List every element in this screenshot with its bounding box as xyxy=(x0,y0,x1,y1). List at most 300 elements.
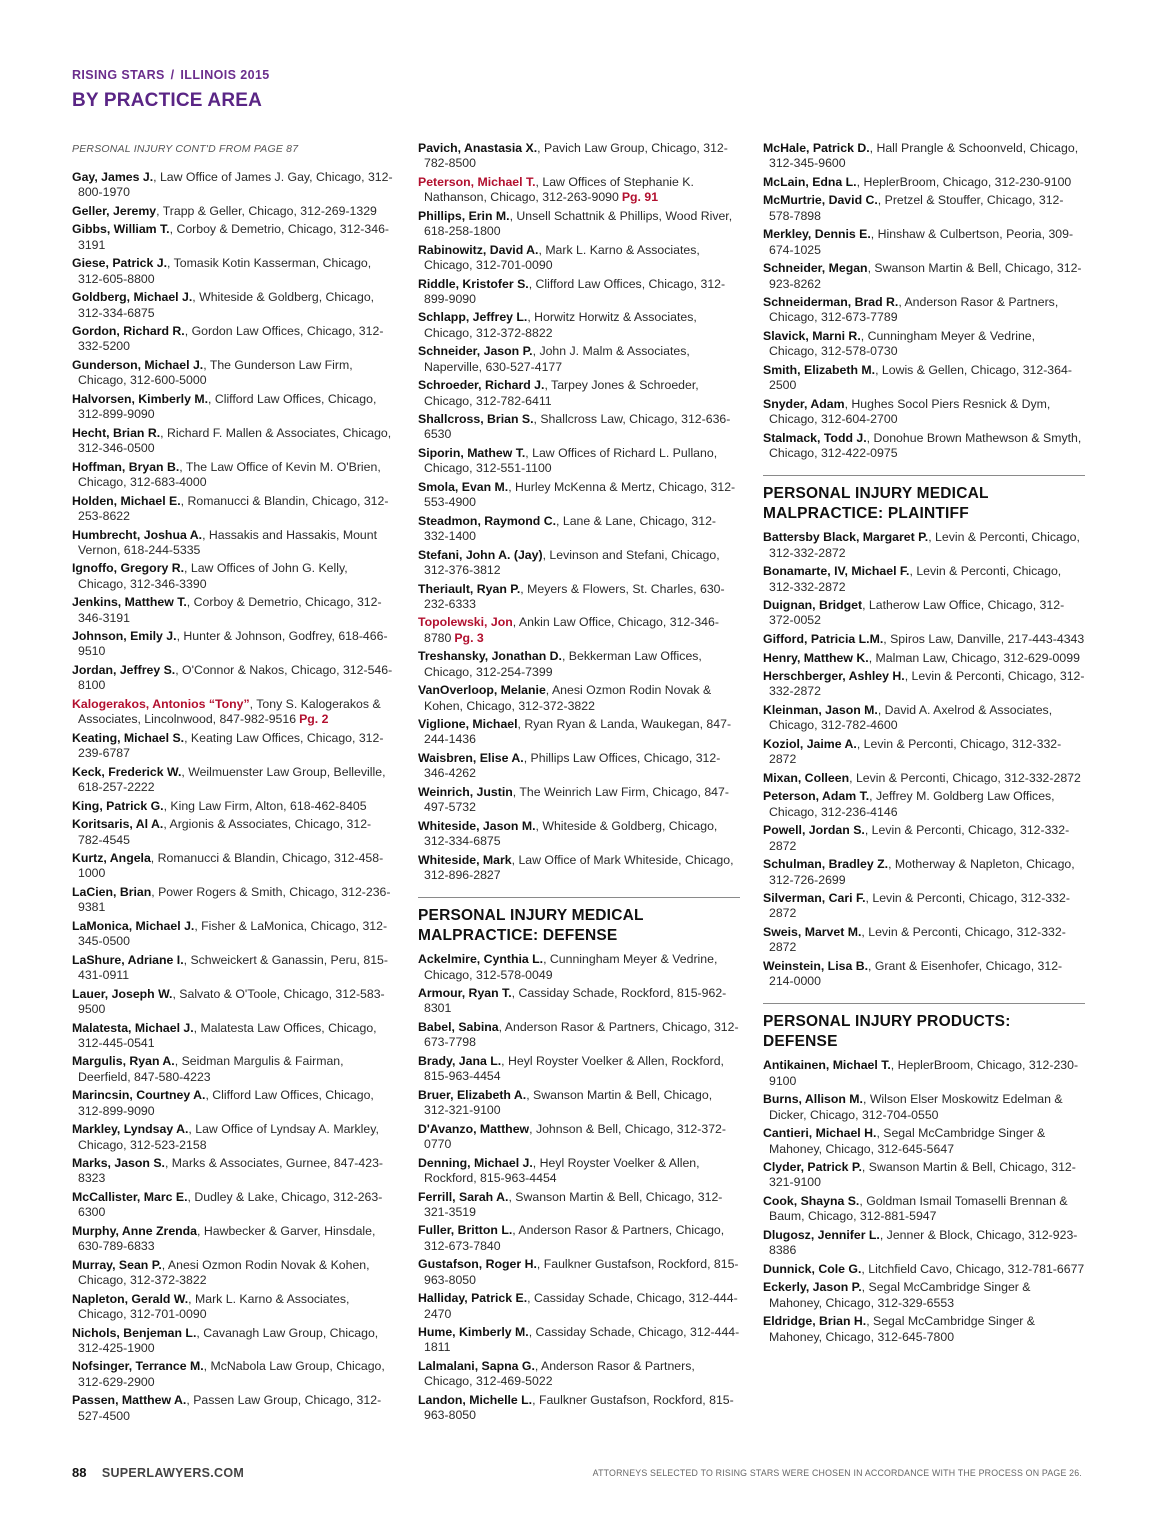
attorney-entry xyxy=(418,819,740,850)
attorney-name: Murphy, Anne Zrenda xyxy=(72,1223,198,1238)
attorney-name: VanOverloop, Melanie xyxy=(418,683,546,698)
attorney-name: Silverman, Cari F. xyxy=(763,891,866,906)
attorney-details: , Lane & Lane, Chicago, 312-332-1400 xyxy=(424,513,717,544)
attorney-details: , Hawbecker & Garver, Hinsdale, 630-789-6833 xyxy=(78,1223,376,1254)
attorney-entry xyxy=(72,919,394,950)
attorney-name: Fuller, Britton L. xyxy=(418,1223,513,1238)
attorney-name: Jenkins, Matthew T. xyxy=(72,595,187,610)
attorney-name: Landon, Michelle L. xyxy=(418,1392,533,1407)
attorney-name: Eldridge, Brian H. xyxy=(763,1314,867,1329)
attorney-entry xyxy=(418,1054,740,1085)
attorney-name: Marks, Jason S. xyxy=(72,1156,165,1171)
attorney-name: Kurtz, Angela xyxy=(72,851,151,866)
attorney-name: Riddle, Kristofer S. xyxy=(418,276,529,291)
attorney-entry xyxy=(763,261,1085,292)
attorney-entry xyxy=(72,1224,394,1255)
attorney-entry xyxy=(763,789,1085,820)
attorney-entry xyxy=(418,1393,740,1424)
attorney-name: Antikainen, Michael T. xyxy=(763,1058,891,1073)
attorney-details: , Power Rogers & Smith, Chicago, 312-236-9381 xyxy=(78,885,391,915)
attorney-entry xyxy=(763,141,1085,172)
site-link[interactable]: SUPERLAWYERS.COM xyxy=(101,1466,245,1480)
attorney-details: , Weilmuenster Law Group, Belleville, 618-257-2222 xyxy=(78,764,386,795)
attorney-name: Denning, Michael J. xyxy=(418,1155,533,1170)
kicker-edition: ILLINOIS 2015 xyxy=(180,68,270,82)
attorney-entry xyxy=(418,141,740,172)
footer-disclaimer: ATTORNEYS SELECTED TO RISING STARS WERE CHOSEN IN ACCORDANCE WITH THE PROCESS ON PAGE 26. xyxy=(592,1468,1082,1478)
attorney-entry xyxy=(72,528,394,559)
attorney-entry xyxy=(418,785,740,816)
attorney-entry xyxy=(72,324,394,355)
attorney-entry xyxy=(72,953,394,984)
attorney-name: Schneider, Megan xyxy=(763,261,868,276)
attorney-entry xyxy=(72,1021,394,1052)
attorney-name: Sweis, Marvet M. xyxy=(763,925,862,939)
attorney-details: , Clifford Law Offices, Chicago, 312-899-9090 xyxy=(424,276,726,306)
attorney-name: Dlugosz, Jennifer L. xyxy=(763,1227,880,1242)
attorney-name: LaCien, Brian xyxy=(72,885,152,899)
attorney-name: McHale, Patrick D. xyxy=(763,141,870,155)
attorney-entry xyxy=(72,1326,394,1357)
section-heading: PERSONAL INJURY PRODUCTS: DEFENSE xyxy=(763,1013,1011,1051)
attorney-details: , Phillips Law Offices, Chicago, 312-346-4262 xyxy=(424,751,721,781)
attorney-entry xyxy=(72,765,394,796)
page-header xyxy=(72,68,270,112)
attorney-name: Gay, James J. xyxy=(72,170,154,184)
attorney-entry xyxy=(72,817,394,848)
attorney-entry xyxy=(763,363,1085,394)
attorney-details: , John J. Malm & Associates, Naperville, 630-527-4177 xyxy=(424,344,690,374)
attorney-name: Weinstein, Lisa B. xyxy=(763,958,869,973)
profile-page-reference[interactable]: Pg. 3 xyxy=(454,630,484,645)
attorney-details: , Cavanagh Law Group, Chicago, 312-425-1900 xyxy=(78,1325,379,1355)
attorney-details: , Cunningham Meyer & Vedrine, Chicago, 312-578-0730 xyxy=(769,329,1036,359)
attorney-entry xyxy=(72,1292,394,1323)
attorney-name: Stalmack, Todd J. xyxy=(763,430,867,445)
attorney-details: , King Law Firm, Alton, 618-462-8405 xyxy=(163,798,367,813)
attorney-details: , Swanson Martin & Bell, Chicago, 312-321-3519 xyxy=(424,1189,723,1219)
attorney-details: , Levin & Perconti, Chicago, 312-332-2872 xyxy=(769,530,1080,560)
attorney-name: McLain, Edna L. xyxy=(763,174,857,189)
attorney-details: , Malatesta Law Offices, Chicago, 312-445-0541 xyxy=(78,1020,377,1050)
attorney-name: Margulis, Ryan A. xyxy=(72,1054,175,1069)
attorney-details: , Hughes Socol Piers Resnick & Dym, Chicago, 312-604-2700 xyxy=(769,396,1051,427)
attorney-entry xyxy=(418,717,740,748)
attorney-entry xyxy=(418,986,740,1017)
attorney-details: , Whiteside & Goldberg, Chicago, 312-334-6875 xyxy=(424,818,718,849)
attorney-name: Schneiderman, Brad R. xyxy=(763,295,899,310)
attorney-name: King, Patrick G. xyxy=(72,798,164,813)
attorney-name: Kalogerakos, Antonios “Tony” xyxy=(72,696,250,711)
attorney-name: Eckerly, Jason P. xyxy=(763,1280,862,1295)
attorney-entry xyxy=(72,256,394,287)
attorney-name: Theriault, Ryan P. xyxy=(418,581,521,596)
attorney-entry xyxy=(763,227,1085,258)
attorney-name: Topolewski, Jon xyxy=(418,615,513,630)
section-heading-block xyxy=(763,475,1085,524)
attorney-name: Hoffman, Bryan B. xyxy=(72,459,180,474)
attorney-details: , Seidman Margulis & Fairman, Deerfield, 847-580-4223 xyxy=(78,1054,344,1084)
attorney-name: Slavick, Marni R. xyxy=(763,329,861,344)
attorney-entry xyxy=(763,669,1085,700)
attorney-details: , Heyl Royster Voelker & Allen, Rockford, 815-963-4454 xyxy=(424,1155,700,1185)
listing-column-3 xyxy=(763,141,1085,1348)
attorney-name: Duignan, Bridget xyxy=(763,598,863,613)
attorney-entry xyxy=(72,1258,394,1289)
attorney-entry xyxy=(763,959,1085,990)
attorney-entry xyxy=(72,1190,394,1221)
attorney-entry xyxy=(763,175,1085,190)
attorney-entry xyxy=(418,853,740,884)
attorney-name: Giese, Patrick J. xyxy=(72,256,168,271)
attorney-entry xyxy=(763,857,1085,888)
attorney-entry xyxy=(418,277,740,308)
attorney-entry xyxy=(418,952,740,983)
attorney-entry xyxy=(72,629,394,660)
attorney-details: , Law Office of James J. Gay, Chicago, 312-800-1970 xyxy=(78,170,393,200)
attorney-entry xyxy=(418,1190,740,1221)
attorney-details: , Law Office of Lyndsay A. Markley, Chicago, 312-523-2158 xyxy=(78,1122,379,1152)
attorney-name: Waisbren, Elise A. xyxy=(418,751,524,766)
attorney-details: , Pavich Law Group, Chicago, 312-782-8500 xyxy=(424,141,728,171)
attorney-entry xyxy=(763,295,1085,326)
attorney-entry xyxy=(72,392,394,423)
listing-column-1 xyxy=(72,143,394,1427)
attorney-entry xyxy=(763,1314,1085,1345)
attorney-entry xyxy=(72,358,394,389)
attorney-details: , Mark L. Karno & Associates, Chicago, 312-701-0090 xyxy=(424,242,700,272)
attorney-entry xyxy=(418,548,740,579)
attorney-details: , Ankin Law Office, Chicago, 312-346-8780 xyxy=(424,615,719,645)
attorney-details: , Swanson Martin & Bell, Chicago, 312-321-9100 xyxy=(769,1160,1076,1190)
attorney-name: Herschberger, Ashley H. xyxy=(763,669,905,684)
attorney-details: , Corboy & Demetrio, Chicago, 312-346-3191 xyxy=(78,595,382,625)
attorney-details: , Lowis & Gellen, Chicago, 312-364-2500 xyxy=(769,362,1072,393)
attorney-details: , Levin & Perconti, Chicago, 312-332-2872 xyxy=(769,925,1066,955)
attorney-details: , Mark L. Karno & Associates, Chicago, 312-701-0090 xyxy=(78,1291,350,1321)
attorney-details: , Ryan Ryan & Landa, Waukegan, 847-244-1436 xyxy=(424,717,732,747)
attorney-entry xyxy=(72,1122,394,1153)
attorney-name: Keating, Michael S. xyxy=(72,730,185,745)
attorney-details: , Levin & Perconti, Chicago, 312-332-2872 xyxy=(769,891,1070,921)
attorney-details: , Heyl Royster Voelker & Allen, Rockford, 815-963-4454 xyxy=(424,1053,724,1084)
attorney-details: , O'Connor & Nakos, Chicago, 312-546-8100 xyxy=(78,663,393,693)
attorney-entry xyxy=(72,170,394,201)
attorney-name: Treshansky, Jonathan D. xyxy=(418,649,562,664)
attorney-name: Smola, Evan M. xyxy=(418,479,509,494)
attorney-name: Humbrecht, Joshua A. xyxy=(72,527,203,542)
attorney-details: , Dudley & Lake, Chicago, 312-263-6300 xyxy=(78,1190,383,1220)
attorney-entry xyxy=(72,222,394,253)
attorney-entry xyxy=(72,1359,394,1390)
attorney-entry xyxy=(763,771,1085,786)
attorney-details: , Horwitz Horwitz & Associates, Chicago, 312-372-8822 xyxy=(424,310,697,340)
featured-attorney-entry xyxy=(418,175,740,206)
attorney-details: , Cassiday Schade, Chicago, 312-444-1811 xyxy=(424,1325,740,1355)
attorney-entry xyxy=(418,751,740,782)
attorney-name: Burns, Allison M. xyxy=(763,1092,863,1107)
attorney-name: Nofsinger, Terrance M. xyxy=(72,1359,204,1374)
attorney-details: , Trapp & Geller, Chicago, 312-269-1329 xyxy=(156,203,377,218)
attorney-details: , The Law Office of Kevin M. O'Brien, Chicago, 312-683-4000 xyxy=(78,459,381,490)
attorney-details: , Jeffrey M. Goldberg Law Offices, Chicago, 312-236-4146 xyxy=(769,789,1055,819)
kicker-publication: RISING STARS xyxy=(72,68,165,82)
page-number: 88 xyxy=(72,1465,87,1480)
featured-attorney-entry xyxy=(418,615,740,646)
attorney-name: Gordon, Richard R. xyxy=(72,324,185,339)
attorney-details: , Levin & Perconti, Chicago, 312-332-2872 xyxy=(769,669,1085,699)
attorney-name: Peterson, Adam T. xyxy=(763,789,870,804)
attorney-entry xyxy=(763,1126,1085,1157)
attorney-entry xyxy=(418,310,740,341)
attorney-name: Powell, Jordan S. xyxy=(763,823,865,838)
attorney-details: , Johnson & Bell, Chicago, 312-372-0770 xyxy=(424,1121,726,1152)
attorney-name: Gustafson, Roger H. xyxy=(418,1257,537,1272)
attorney-details: , Shallcross Law, Chicago, 312-636-6530 xyxy=(424,412,731,442)
profile-page-reference[interactable]: Pg. 91 xyxy=(621,190,659,205)
attorney-name: Whiteside, Mark xyxy=(418,852,512,867)
attorney-details: , McNabola Law Group, Chicago, 312-629-2900 xyxy=(78,1359,385,1389)
attorney-name: Cook, Shayna S. xyxy=(763,1194,860,1209)
attorney-entry xyxy=(72,731,394,762)
attorney-name: Henry, Matthew K. xyxy=(763,650,869,665)
attorney-details: , Cassiday Schade, Rockford, 815-962-8301 xyxy=(424,986,727,1016)
attorney-name: Peterson, Michael T. xyxy=(418,174,536,189)
attorney-name: Battersby Black, Margaret P. xyxy=(763,530,929,545)
attorney-details: , Cunningham Meyer & Vedrine, Chicago, 312-578-0049 xyxy=(424,952,718,982)
attorney-details: , HeplerBroom, Chicago, 312-230-9100 xyxy=(856,174,1072,189)
attorney-entry xyxy=(418,683,740,714)
attorney-name: Geller, Jeremy xyxy=(72,203,157,218)
attorney-entry xyxy=(763,193,1085,224)
section-heading-block xyxy=(763,1003,1085,1052)
attorney-entry xyxy=(418,1257,740,1288)
attorney-name: Johnson, Emily J. xyxy=(72,629,177,644)
attorney-name: Gunderson, Michael J. xyxy=(72,358,204,373)
attorney-entry xyxy=(418,1122,740,1153)
section-heading-block xyxy=(418,897,740,946)
attorney-details: , Levin & Perconti, Chicago, 312-332-2872 xyxy=(849,770,1081,785)
attorney-details: , Wilson Elser Moskowitz Edelman & Dicker, Chicago, 312-704-0550 xyxy=(769,1092,1063,1122)
attorney-name: Halliday, Patrick E. xyxy=(418,1291,528,1306)
attorney-details: , The Gunderson Law Firm, Chicago, 312-600-5000 xyxy=(78,358,353,388)
attorney-details: , Levin & Perconti, Chicago, 312-332-2872 xyxy=(769,564,1062,594)
attorney-details: , Tony S. Kalogerakos & Associates, Lincolnwood, 847-982-9516 xyxy=(78,696,381,727)
attorney-entry xyxy=(763,737,1085,768)
attorney-entry xyxy=(763,1160,1085,1191)
attorney-entry xyxy=(418,582,740,613)
attorney-entry xyxy=(72,494,394,525)
attorney-entry xyxy=(418,649,740,680)
attorney-entry xyxy=(418,1223,740,1254)
attorney-name: Gibbs, William T. xyxy=(72,222,170,237)
attorney-entry xyxy=(763,1058,1085,1089)
attorney-details: , Segal McCambridge Singer & Mahoney, Chicago, 312-645-7800 xyxy=(769,1314,1036,1344)
attorney-name: Smith, Elizabeth M. xyxy=(763,362,876,377)
attorney-entry xyxy=(72,595,394,626)
attorney-name: Passen, Matthew A. xyxy=(72,1393,187,1408)
attorney-details: , Bekkerman Law Offices, Chicago, 312-254-7399 xyxy=(424,649,702,679)
page-footer xyxy=(72,1465,1082,1480)
kicker-separator: / xyxy=(170,68,175,82)
attorney-name: Keck, Frederick W. xyxy=(72,764,182,779)
attorney-entry xyxy=(418,412,740,443)
attorney-details: , Anderson Rasor & Partners, Chicago, 312-673-7789 xyxy=(769,295,1059,325)
attorney-entry xyxy=(763,564,1085,595)
attorney-entry xyxy=(418,1359,740,1390)
attorney-details: , Anderson Rasor & Partners, Chicago, 312-673-7798 xyxy=(424,1020,739,1050)
attorney-name: Rabinowitz, David A. xyxy=(418,242,539,257)
attorney-details: , The Weinrich Law Firm, Chicago, 847-497-5732 xyxy=(424,784,729,815)
attorney-name: Lauer, Joseph W. xyxy=(72,986,173,1001)
continued-note: PERSONAL INJURY CONT'D FROM PAGE 87 xyxy=(72,143,299,155)
attorney-name: Dunnick, Cole G. xyxy=(763,1261,862,1276)
attorney-name: McMurtrie, David C. xyxy=(763,193,878,208)
attorney-details: , Law Offices of Richard L. Pullano, Chicago, 312-551-1100 xyxy=(424,446,718,476)
attorney-name: Koritsaris, Al A. xyxy=(72,817,164,832)
attorney-name: LaMonica, Michael J. xyxy=(72,918,195,933)
attorney-name: Armour, Ryan T. xyxy=(418,986,512,1001)
attorney-details: , Law Offices of John G. Kelly, Chicago, 312-346-3390 xyxy=(78,561,348,591)
attorney-details: , Hunter & Johnson, Godfrey, 618-466-9510 xyxy=(78,629,388,659)
attorney-name: McCallister, Marc E. xyxy=(72,1190,188,1205)
attorney-name: D'Avanzo, Matthew xyxy=(418,1121,530,1136)
attorney-details: , Motherway & Napleton, Chicago, 312-726-2699 xyxy=(769,857,1075,887)
attorney-entry xyxy=(763,632,1085,647)
attorney-name: Malatesta, Michael J. xyxy=(72,1020,194,1035)
profile-page-reference[interactable]: Pg. 2 xyxy=(299,712,329,727)
attorney-entry xyxy=(72,885,394,916)
attorney-entry xyxy=(418,209,740,240)
attorney-entry xyxy=(763,891,1085,922)
attorney-entry xyxy=(763,1092,1085,1123)
attorney-name: Marincsin, Courtney A. xyxy=(72,1088,206,1103)
attorney-name: Bonamarte, IV, Michael F. xyxy=(763,564,910,579)
attorney-entry xyxy=(418,344,740,375)
attorney-details: , Law Offices of Stephanie K. Nathanson, Chicago, 312-263-9090 xyxy=(424,174,694,205)
attorney-entry xyxy=(72,851,394,882)
attorney-name: Stefani, John A. (Jay) xyxy=(418,547,543,562)
attorney-name: Pavich, Anastasia X. xyxy=(418,141,538,155)
attorney-details: , Segal McCambridge Singer & Mahoney, Chicago, 312-645-5647 xyxy=(769,1126,1046,1156)
attorney-name: Weinrich, Justin xyxy=(418,784,513,799)
attorney-details: , Hurley McKenna & Mertz, Chicago, 312-553-4900 xyxy=(424,479,736,510)
attorney-details: , Law Office of Mark Whiteside, Chicago, 312-896-2827 xyxy=(424,852,734,882)
attorney-name: Mixan, Colleen xyxy=(763,770,850,785)
attorney-details: , Swanson Martin & Bell, Chicago, 312-321-9100 xyxy=(424,1087,713,1118)
attorney-details: , Levinson and Stefani, Chicago, 312-376-3812 xyxy=(424,547,720,577)
attorney-details: , Tarpey Jones & Schroeder, Chicago, 312-782-6411 xyxy=(424,378,699,408)
attorney-name: Bruer, Elizabeth A. xyxy=(418,1087,527,1102)
attorney-details: , Pretzel & Stouffer, Chicago, 312-578-7898 xyxy=(769,193,1064,223)
attorney-details: , Marks & Associates, Gurnee, 847-423-8323 xyxy=(78,1156,383,1186)
attorney-entry xyxy=(72,290,394,321)
attorney-entry xyxy=(72,987,394,1018)
attorney-entry xyxy=(72,799,394,814)
attorney-details: , Fisher & LaMonica, Chicago, 312-345-0500 xyxy=(78,918,388,949)
attorney-entry xyxy=(763,651,1085,666)
attorney-details: , Anesi Ozmon Rodin Novak & Kohen, Chicago, 312-372-3822 xyxy=(424,683,712,713)
attorney-entry xyxy=(763,1194,1085,1225)
attorney-name: Phillips, Erin M. xyxy=(418,208,510,223)
attorney-name: Kleinman, Jason M. xyxy=(763,703,878,718)
attorney-name: Napleton, Gerald W. xyxy=(72,1291,189,1306)
attorney-details: , Hassakis and Hassakis, Mount Vernon, 618-244-5335 xyxy=(78,527,378,557)
attorney-details: , Cassiday Schade, Chicago, 312-444-2470 xyxy=(424,1291,738,1321)
attorney-name: Shallcross, Brian S. xyxy=(418,412,534,427)
featured-attorney-entry xyxy=(72,697,394,728)
attorney-entry xyxy=(763,1280,1085,1311)
attorney-details: , Unsell Schattnik & Phillips, Wood River, 618-258-1800 xyxy=(424,208,733,239)
attorney-details: , Latherow Law Office, Chicago, 312-372-0052 xyxy=(769,598,1065,628)
attorney-details: , Whiteside & Goldberg, Chicago, 312-334-6875 xyxy=(78,290,375,320)
attorney-entry xyxy=(763,925,1085,956)
attorney-details: , Argionis & Associates, Chicago, 312-782-4545 xyxy=(78,817,372,847)
attorney-name: Babel, Sabina xyxy=(418,1020,499,1035)
page-title: BY PRACTICE AREA xyxy=(72,90,263,111)
attorney-name: Hecht, Brian R. xyxy=(72,425,161,440)
attorney-entry xyxy=(763,1228,1085,1259)
attorney-name: Lalmalani, Sapna G. xyxy=(418,1358,535,1373)
attorney-details: , Grant & Eisenhofer, Chicago, 312-214-0000 xyxy=(769,958,1063,989)
attorney-entry xyxy=(418,446,740,477)
attorney-details: , Litchfield Cavo, Chicago, 312-781-6677 xyxy=(861,1261,1085,1276)
attorney-entry xyxy=(418,1088,740,1119)
attorney-name: Clyder, Patrick P. xyxy=(763,1160,862,1175)
section-heading: PERSONAL INJURY MEDICAL MALPRACTICE: PLAINTIFF xyxy=(763,485,989,523)
attorney-entry xyxy=(763,703,1085,734)
attorney-details: , Gordon Law Offices, Chicago, 312-332-5200 xyxy=(78,324,384,354)
attorney-details: , Tomasik Kotin Kasserman, Chicago, 312-605-8800 xyxy=(78,256,372,286)
attorney-details: , Levin & Perconti, Chicago, 312-332-2872 xyxy=(769,823,1070,853)
attorney-details: , Jenner & Block, Chicago, 312-923-8386 xyxy=(769,1227,1078,1258)
attorney-entry xyxy=(418,1156,740,1187)
attorney-entry xyxy=(72,1393,394,1424)
attorney-details: , Malman Law, Chicago, 312-629-0099 xyxy=(868,650,1080,665)
attorney-name: Cantieri, Michael H. xyxy=(763,1126,877,1141)
attorney-details: , Romanucci & Blandin, Chicago, 312-458-1000 xyxy=(78,851,384,881)
attorney-details: , Anderson Rasor & Partners, Chicago, 312-469-5022 xyxy=(424,1358,695,1389)
attorney-details: , Schweickert & Ganassin, Peru, 815-431-0911 xyxy=(78,952,388,983)
attorney-entry xyxy=(72,204,394,219)
attorney-entry xyxy=(72,1054,394,1085)
attorney-details: , Spiros Law, Danville, 217-443-4343 xyxy=(883,631,1085,646)
attorney-name: Nichols, Benjeman L. xyxy=(72,1325,197,1340)
attorney-name: Ignoffo, Gregory R. xyxy=(72,561,185,576)
attorney-details: , Passen Law Group, Chicago, 312-527-4500 xyxy=(78,1393,382,1423)
attorney-entry xyxy=(418,1291,740,1322)
attorney-details: , Salvato & O'Toole, Chicago, 312-583-9500 xyxy=(78,986,385,1016)
attorney-details: , Faulkner Gustafson, Rockford, 815-963-8050 xyxy=(424,1257,739,1287)
attorney-details: , HeplerBroom, Chicago, 312-230-9100 xyxy=(769,1058,1079,1088)
attorney-name: Hume, Kimberly M. xyxy=(418,1325,529,1340)
attorney-entry xyxy=(72,1088,394,1119)
attorney-name: Goldberg, Michael J. xyxy=(72,290,193,305)
attorney-entry xyxy=(763,329,1085,360)
attorney-details: , Levin & Perconti, Chicago, 312-332-2872 xyxy=(769,736,1062,767)
section-heading: PERSONAL INJURY MEDICAL MALPRACTICE: DEFENSE xyxy=(418,907,644,945)
attorney-entry xyxy=(72,460,394,491)
attorney-entry xyxy=(418,243,740,274)
attorney-entry xyxy=(763,598,1085,629)
attorney-name: Schroeder, Richard J. xyxy=(418,378,545,393)
attorney-name: Koziol, Jaime A. xyxy=(763,736,857,751)
attorney-details: , David A. Axelrod & Associates, Chicago, 312-782-4600 xyxy=(769,703,1053,733)
attorney-details: , Meyers & Flowers, St. Charles, 630-232-6333 xyxy=(424,581,725,611)
attorney-entry xyxy=(72,426,394,457)
attorney-name: Schulman, Bradley Z. xyxy=(763,857,889,872)
attorney-entry xyxy=(763,1262,1085,1277)
